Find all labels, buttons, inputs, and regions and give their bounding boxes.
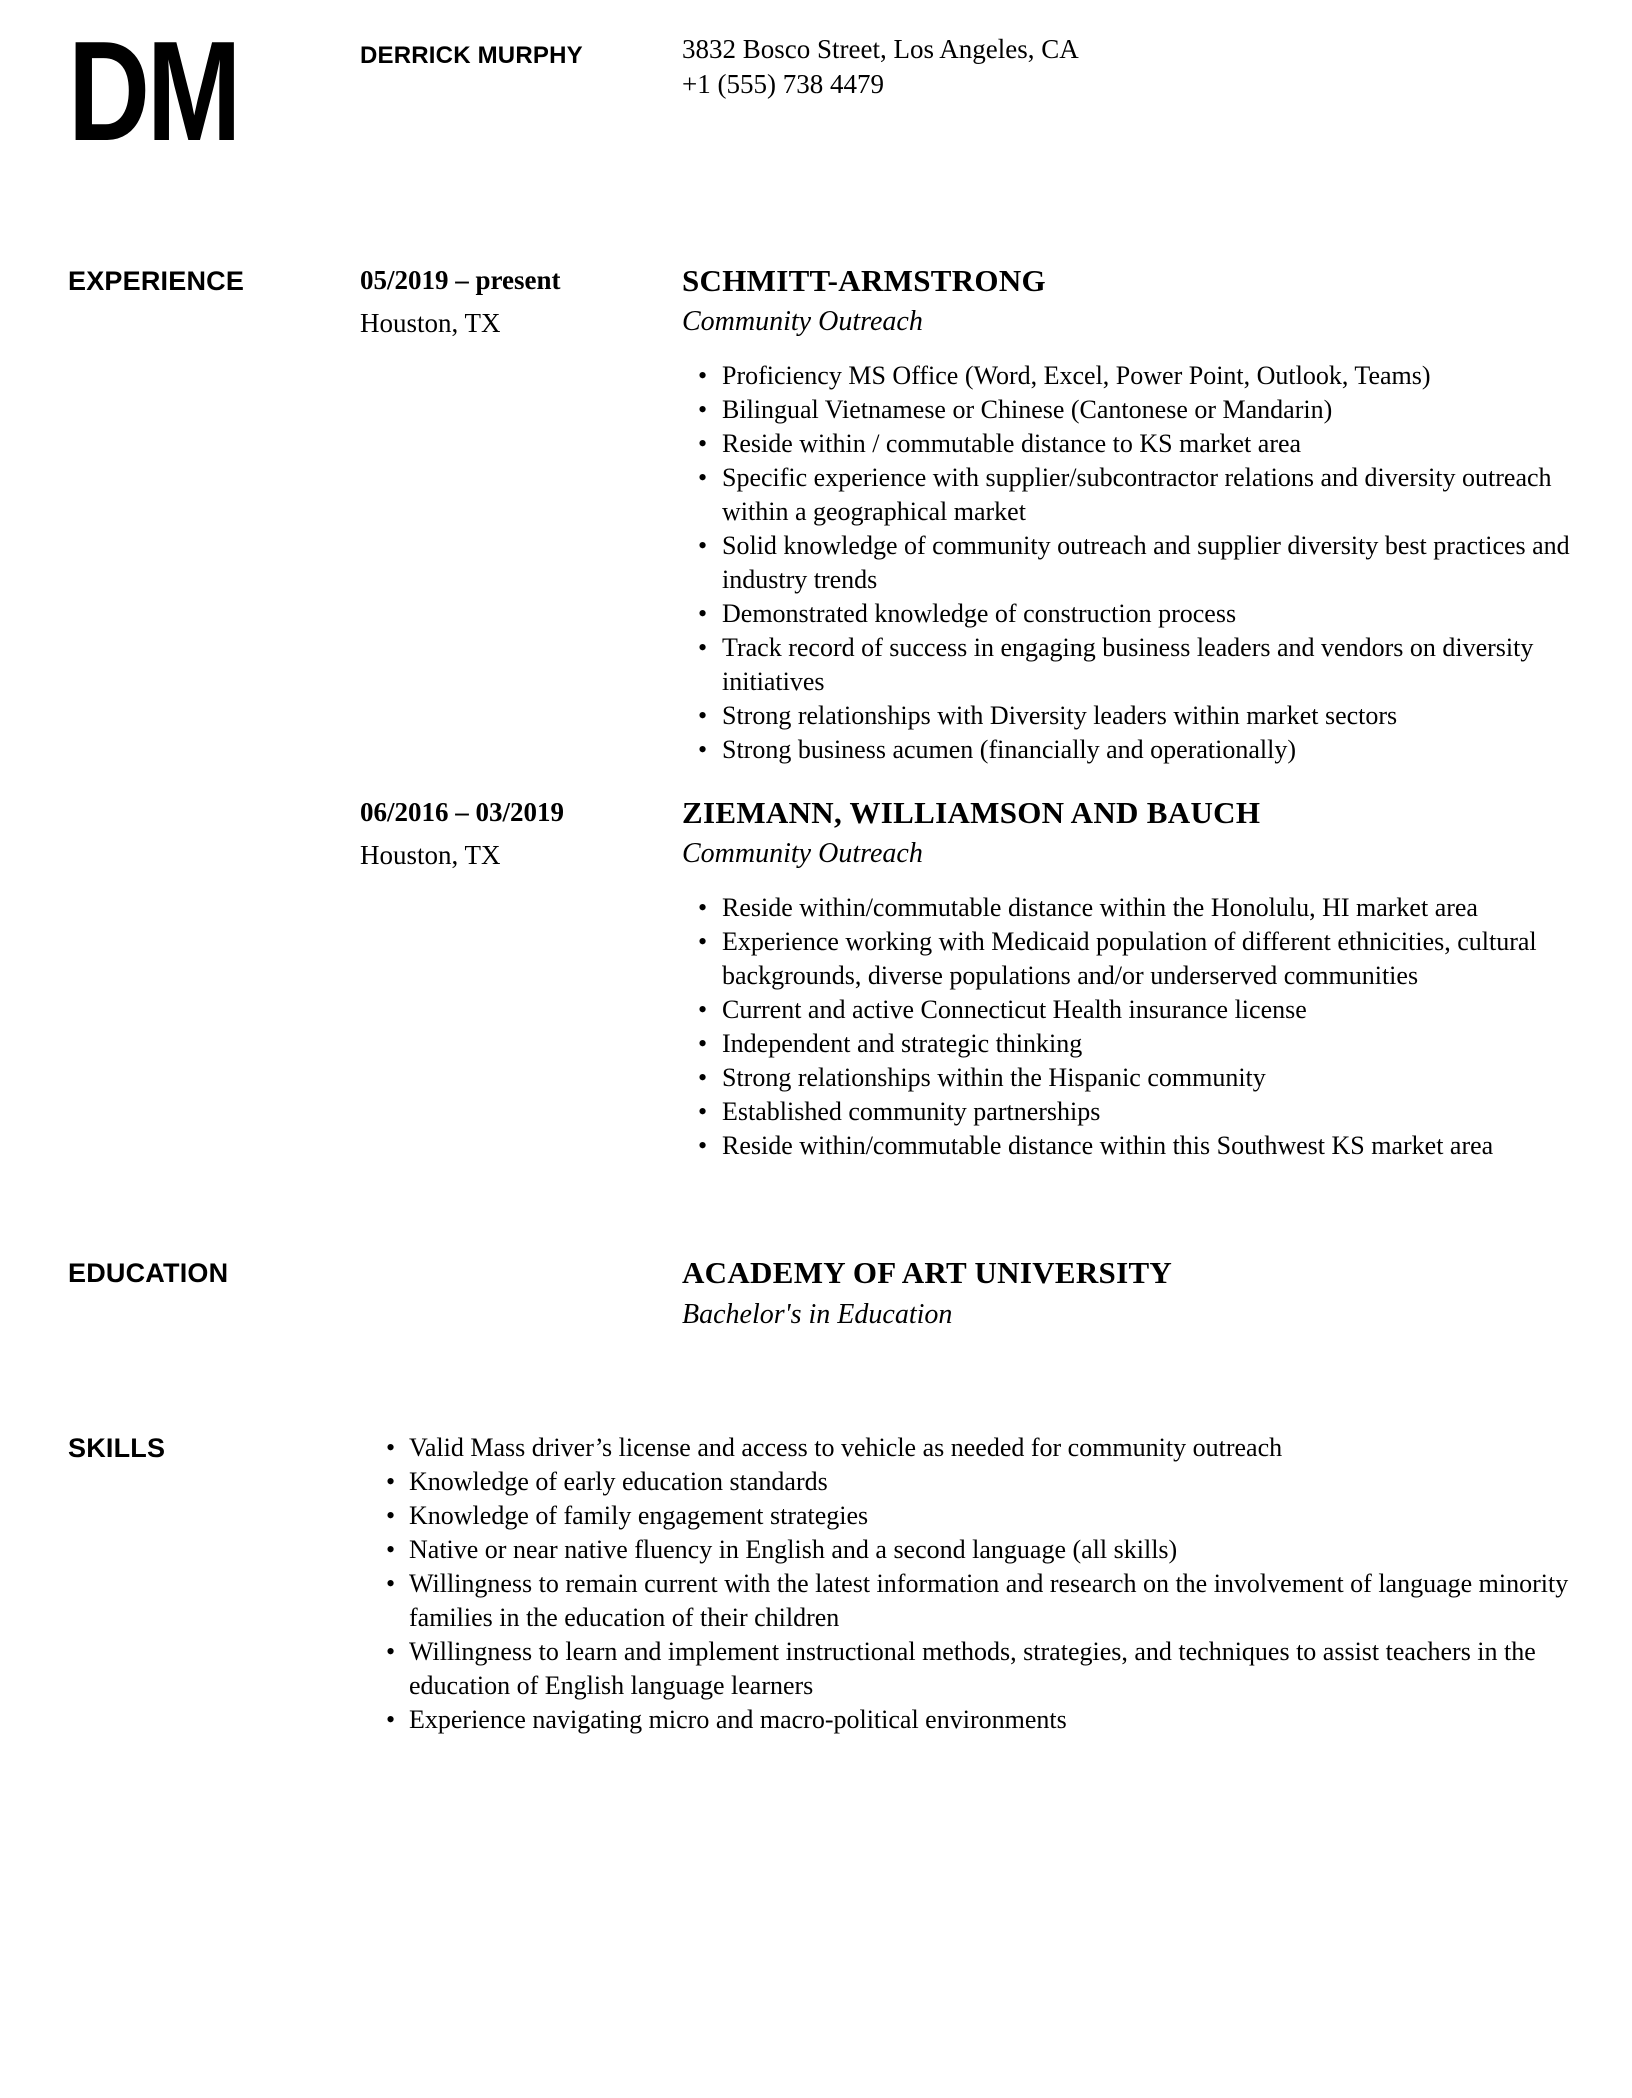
bullet-item: • Proficiency MS Office (Word, Excel, Power Point, Outlook, Teams) — [682, 359, 1574, 393]
contact-phone: +1 (555) 738 4479 — [682, 69, 884, 99]
experience-section — [68, 263, 1574, 767]
section-label-experience: EXPERIENCE — [68, 266, 245, 297]
contact-block — [682, 32, 1574, 102]
bullet-item: • Independent and strategic thinking — [682, 1027, 1574, 1061]
job2-dates: 06/2016 – 03/2019 — [360, 797, 565, 828]
job2-bullet-list — [682, 891, 1574, 1163]
job1-location: Houston, TX — [360, 308, 501, 339]
job1-details — [682, 263, 1574, 767]
experience-job2 — [68, 795, 1574, 1163]
bullet-item: • Knowledge of early education standards — [386, 1465, 1574, 1499]
job2-title: Community Outreach — [682, 838, 923, 870]
school-name: ACADEMY OF ART UNIVERSITY — [682, 1255, 1173, 1291]
skills-section — [68, 1430, 1574, 1737]
contact-address: 3832 Bosco Street, Los Angeles, CA — [682, 34, 1079, 64]
skills-details — [360, 1430, 1574, 1737]
bullet-item: • Willingness to remain current with the latest information and research on the involvement of language minority families in the education of their children — [386, 1567, 1574, 1635]
bullet-item: • Reside within/commutable distance within the Honolulu, HI market area — [682, 891, 1574, 925]
bullet-item: • Valid Mass driver’s license and access to vehicle as needed for community outreach — [386, 1431, 1574, 1465]
bullet-item: • Bilingual Vietnamese or Chinese (Cantonese or Mandarin) — [682, 393, 1574, 427]
candidate-name: DERRICK MURPHY — [360, 42, 583, 69]
resume-header — [68, 12, 1574, 171]
bullet-item: • Current and active Connecticut Health insurance license — [682, 993, 1574, 1027]
bullet-item: • Track record of success in engaging business leaders and vendors on diversity initiatives — [682, 631, 1574, 699]
section-label-skills: SKILLS — [68, 1433, 166, 1464]
bullet-item: • Reside within/commutable distance within this Southwest KS market area — [682, 1129, 1574, 1163]
education-details — [682, 1255, 1574, 1332]
bullet-item: • Solid knowledge of community outreach and supplier diversity best practices and industry trends — [682, 529, 1574, 597]
job2-meta — [360, 795, 682, 872]
education-section — [68, 1255, 1574, 1332]
job2-location: Houston, TX — [360, 840, 501, 871]
name-cell — [360, 28, 682, 70]
bullet-item: • Strong business acumen (financially and operationally) — [682, 733, 1574, 767]
bullet-item: • Willingness to learn and implement instructional methods, strategies, and techniques to assist teachers in the education of English language learners — [386, 1635, 1574, 1703]
job1-dates: 05/2019 – present — [360, 265, 561, 296]
job1-bullet-list — [682, 359, 1574, 767]
bullet-item: • Knowledge of family engagement strategies — [386, 1499, 1574, 1533]
job1-title: Community Outreach — [682, 306, 923, 338]
skills-bullet-list — [386, 1431, 1574, 1737]
bullet-item: • Specific experience with supplier/subcontractor relations and diversity outreach within a geographical market — [682, 461, 1574, 529]
bullet-item: • Native or near native fluency in English and a second language (all skills) — [386, 1533, 1574, 1567]
section-label-education: EDUCATION — [68, 1258, 229, 1289]
job1-meta — [360, 263, 682, 340]
bullet-item: • Strong relationships with Diversity leaders within market sectors — [682, 699, 1574, 733]
monogram: DM — [68, 12, 239, 171]
bullet-item: • Experience navigating micro and macro-political environments — [386, 1703, 1574, 1737]
monogram-cell — [68, 12, 360, 171]
job2-details — [682, 795, 1574, 1163]
bullet-item: • Established community partnerships — [682, 1095, 1574, 1129]
job2-company: ZIEMANN, WILLIAMSON AND BAUCH — [682, 795, 1261, 831]
bullet-item: • Reside within / commutable distance to KS market area — [682, 427, 1574, 461]
job1-company: SCHMITT-ARMSTRONG — [682, 263, 1046, 299]
bullet-item: • Experience working with Medicaid population of different ethnicities, cultural backgrounds, diverse populations and/or underserved communities — [682, 925, 1574, 993]
bullet-item: • Demonstrated knowledge of construction process — [682, 597, 1574, 631]
degree: Bachelor's in Education — [682, 1299, 953, 1331]
bullet-item: • Strong relationships within the Hispanic community — [682, 1061, 1574, 1095]
